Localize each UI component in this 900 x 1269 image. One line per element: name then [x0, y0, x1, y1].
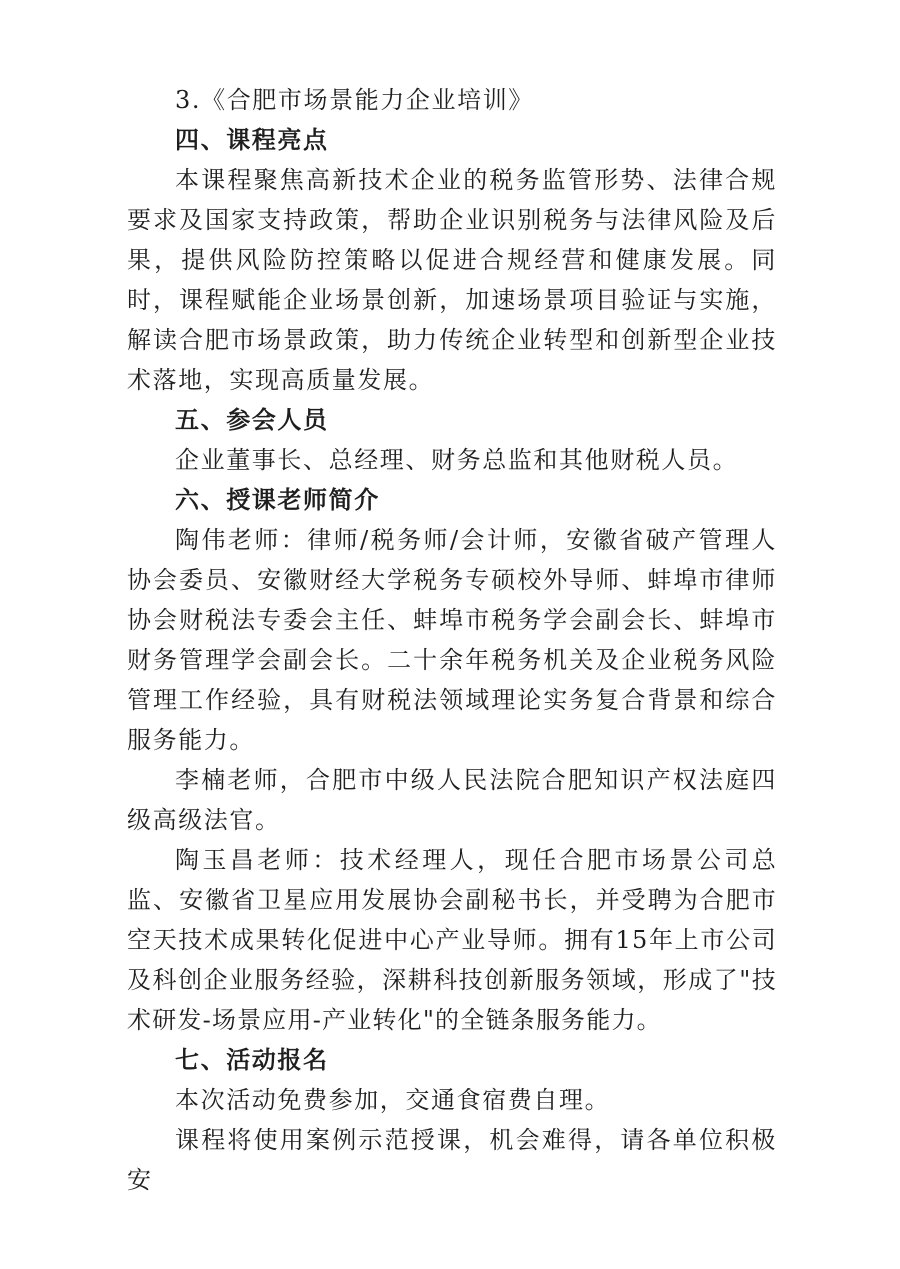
- attendees-paragraph: 企业董事长、总经理、财务总监和其他财税人员。: [175, 446, 739, 474]
- registration-paragraph-fee: 本次活动免费参加，交通食宿费自理。: [175, 1086, 611, 1114]
- teacher-bio-tao-yuchang: 陶玉昌老师：技术经理人，现任合肥市场景公司总监、安徽省卫星应用发展协会副秘书长，并受聘为合肥市空天技术成果转化促进中心产业导师。拥有15年上市公司及科创企业服务经验，深耕科技创新服务领域，形成了"技术研发-场景应用-产业转化"的全链条服务能力。: [127, 846, 777, 1034]
- highlights-paragraph: 本课程聚焦高新技术企业的税务监管形势、法律合规要求及国家支持政策，帮助企业识别税务与法律风险及后果，提供风险防控策略以促进合规经营和健康发展。同时，课程赋能企业场景创新，加速场景项目验证与实施，解读合肥市场景政策，助力传统企业转型和创新型企业技术落地，实现高质量发展。: [127, 166, 777, 394]
- registration-paragraph-note: 课程将使用案例示范授课，机会难得，请各单位积极安: [127, 1126, 777, 1194]
- course-item-3: 3.《合肥市场景能力企业培训》: [175, 86, 534, 114]
- teacher-bio-tao-wei: 陶伟老师：律师/税务师/会计师，安徽省破产管理人协会委员、安徽财经大学税务专硕校外导师、蚌埠市律师协会财税法专委会主任、蚌埠市税务学会副会长、蚌埠市财务管理学会副会长。二十余年税务机关及企业税务风险管理工作经验，具有财税法领域理论实务复合背景和综合服务能力。: [127, 526, 777, 754]
- section-heading-highlights: 四、课程亮点: [175, 125, 329, 154]
- section-heading-teachers: 六、授课老师简介: [175, 485, 380, 514]
- document-body: [127, 80, 777, 1200]
- section-heading-registration: 七、活动报名: [175, 1045, 329, 1074]
- section-heading-attendees: 五、参会人员: [175, 405, 329, 434]
- teacher-bio-li-nan: 李楠老师，合肥市中级人民法院合肥知识产权法庭四级高级法官。: [127, 766, 777, 834]
